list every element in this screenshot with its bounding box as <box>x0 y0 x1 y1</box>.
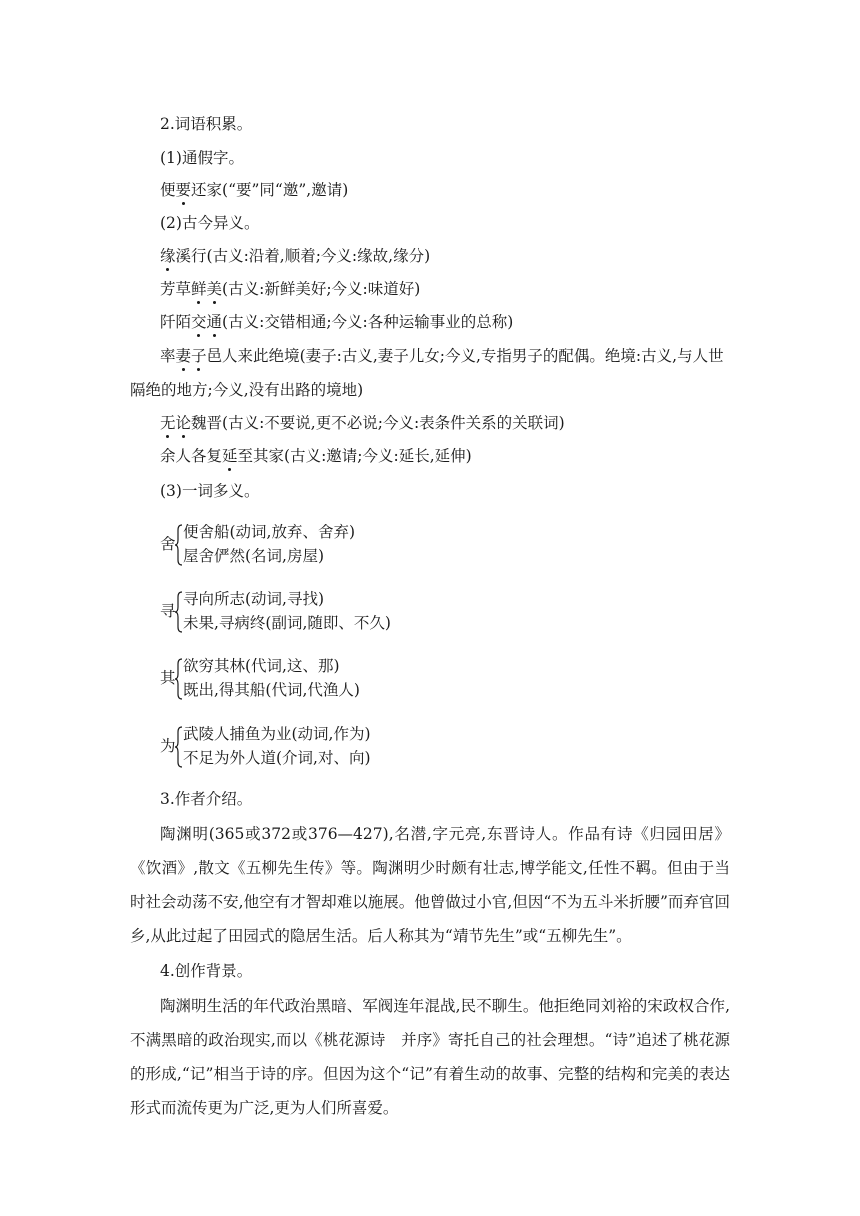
duoyi-heading: (3)一词多义。 <box>160 482 260 500</box>
background-heading: 4.创作背景。 <box>160 962 253 980</box>
duoyi-sense-1: 欲穷其林(代词,这、那) <box>183 657 340 675</box>
emphasis-char: 妻 <box>175 347 192 365</box>
author-paragraph: 陶渊明(365或372或376—427),名潜,字元亮,东晋诗人。作品有诗《归园田居》《饮酒》,散文《五柳先生传》等。陶渊明少时颇有壮志,博学能文,任性不羁。但由于当时社会动荡不安,他空有才智却难以施展。他曾做过小官,但因“不为五斗米折腰”而弃官回乡,从此过起了田园式的隐居生活。后人称其为“靖节先生”或“五柳先生”。 <box>130 825 730 945</box>
qizi-line-2: 隔绝的地方;今义,没有出路的境地) <box>130 381 364 399</box>
duoyi-sense-1: 寻向所志(动词,寻找) <box>183 590 325 608</box>
qizi-marked-2: 绝境 <box>268 347 300 365</box>
duoyi-char: 寻 <box>160 602 176 620</box>
tongjia-item <box>160 180 348 200</box>
brace-icon <box>175 524 183 566</box>
qizi-mid: 邑人来此 <box>206 347 269 365</box>
emphasis-char: 子 <box>191 347 207 365</box>
duoyi-sense-1: 便舍船(动词,放弃、舍弃) <box>183 523 356 541</box>
gujin-marked <box>160 414 191 432</box>
gujin-post: 至其家(古义:邀请;今义:延长,延伸) <box>237 447 472 465</box>
gujin-heading: (2)古今异义。 <box>160 214 260 232</box>
author-heading: 3.作者介绍。 <box>160 790 253 808</box>
brace-icon <box>175 591 183 633</box>
tongjia-char: 要 <box>175 181 192 199</box>
gujin-item-2 <box>160 279 420 299</box>
emphasis-char: 论 <box>175 414 192 432</box>
gujin-post: (古义:交错相通;今义:各种运输事业的总称) <box>222 313 514 331</box>
brace-icon <box>175 726 183 768</box>
duoyi-sense-2: 未果,寻病终(副词,随即、不久) <box>183 614 391 632</box>
gujin-post: 魏晋(古义:不要说,更不必说;今义:表条件关系的关联词) <box>191 414 565 432</box>
gujin-pre: 余人各复 <box>160 447 223 465</box>
tongjia-pre: 便 <box>160 181 176 199</box>
duoyi-sense-1: 武陵人捕鱼为业(动词,作为) <box>183 725 371 743</box>
vocab-heading: 2.词语积累。 <box>160 115 253 133</box>
emphasis-char: 通 <box>206 313 223 331</box>
duoyi-sense-2: 屋舍俨然(名词,房屋) <box>183 547 325 565</box>
qizi-marked <box>176 347 207 365</box>
gujin-post: 溪行(古义:沿着,顺着;今义:缘故,缘分) <box>175 247 431 265</box>
duoyi-sense-2: 既出,得其船(代词,代渔人) <box>183 681 360 699</box>
duoyi-char: 舍 <box>160 535 176 553</box>
emphasis-char: 鲜 <box>191 280 207 298</box>
gujin-marked: 延 <box>222 447 238 465</box>
brace-icon <box>175 658 183 700</box>
gujin-item-4 <box>160 413 565 433</box>
gujin-marked <box>191 280 222 298</box>
qizi-post: (妻子:古义,妻子儿女;今义,专指男子的配偶。绝境:古义,与人世 <box>299 347 724 365</box>
duoyi-sense-2: 不足为外人道(介词,对、向) <box>183 749 371 767</box>
duoyi-char: 为 <box>160 737 176 755</box>
gujin-item-1 <box>160 246 430 266</box>
emphasis-char: 无 <box>160 414 176 432</box>
gujin-marked <box>191 313 222 331</box>
gujin-post: (古义:新鲜美好;今义:味道好) <box>222 280 421 298</box>
gujin-item-3 <box>160 312 513 332</box>
background-paragraph: 陶渊明生活的年代政治黑暗、军阀连年混战,民不聊生。他拒绝同刘裕的宋政权合作,不满黑暗的政治现实,而以《桃花源诗 并序》寄托自己的社会理想。“诗”追述了桃花源的形成,“记”相当于诗的序。但因为这个“记”有着生动的故事、完整的结构和完美的表达形式而流传更为广泛,更为人们所喜爱。 <box>130 997 730 1117</box>
qizi-pre: 率 <box>160 347 176 365</box>
emphasis-char: 美 <box>206 280 223 298</box>
qizi-line-1 <box>160 346 724 366</box>
gujin-pre: 芳草 <box>160 280 192 298</box>
tongjia-post: 还家(“要”同“邀”,邀请) <box>191 181 349 199</box>
duoyi-char: 其 <box>160 669 176 687</box>
gujin-marked: 缘 <box>160 247 176 265</box>
gujin-pre: 阡陌 <box>160 313 192 331</box>
tongjia-heading: (1)通假字。 <box>160 149 244 167</box>
gujin-item-5 <box>160 446 472 466</box>
emphasis-char: 交 <box>191 313 207 331</box>
